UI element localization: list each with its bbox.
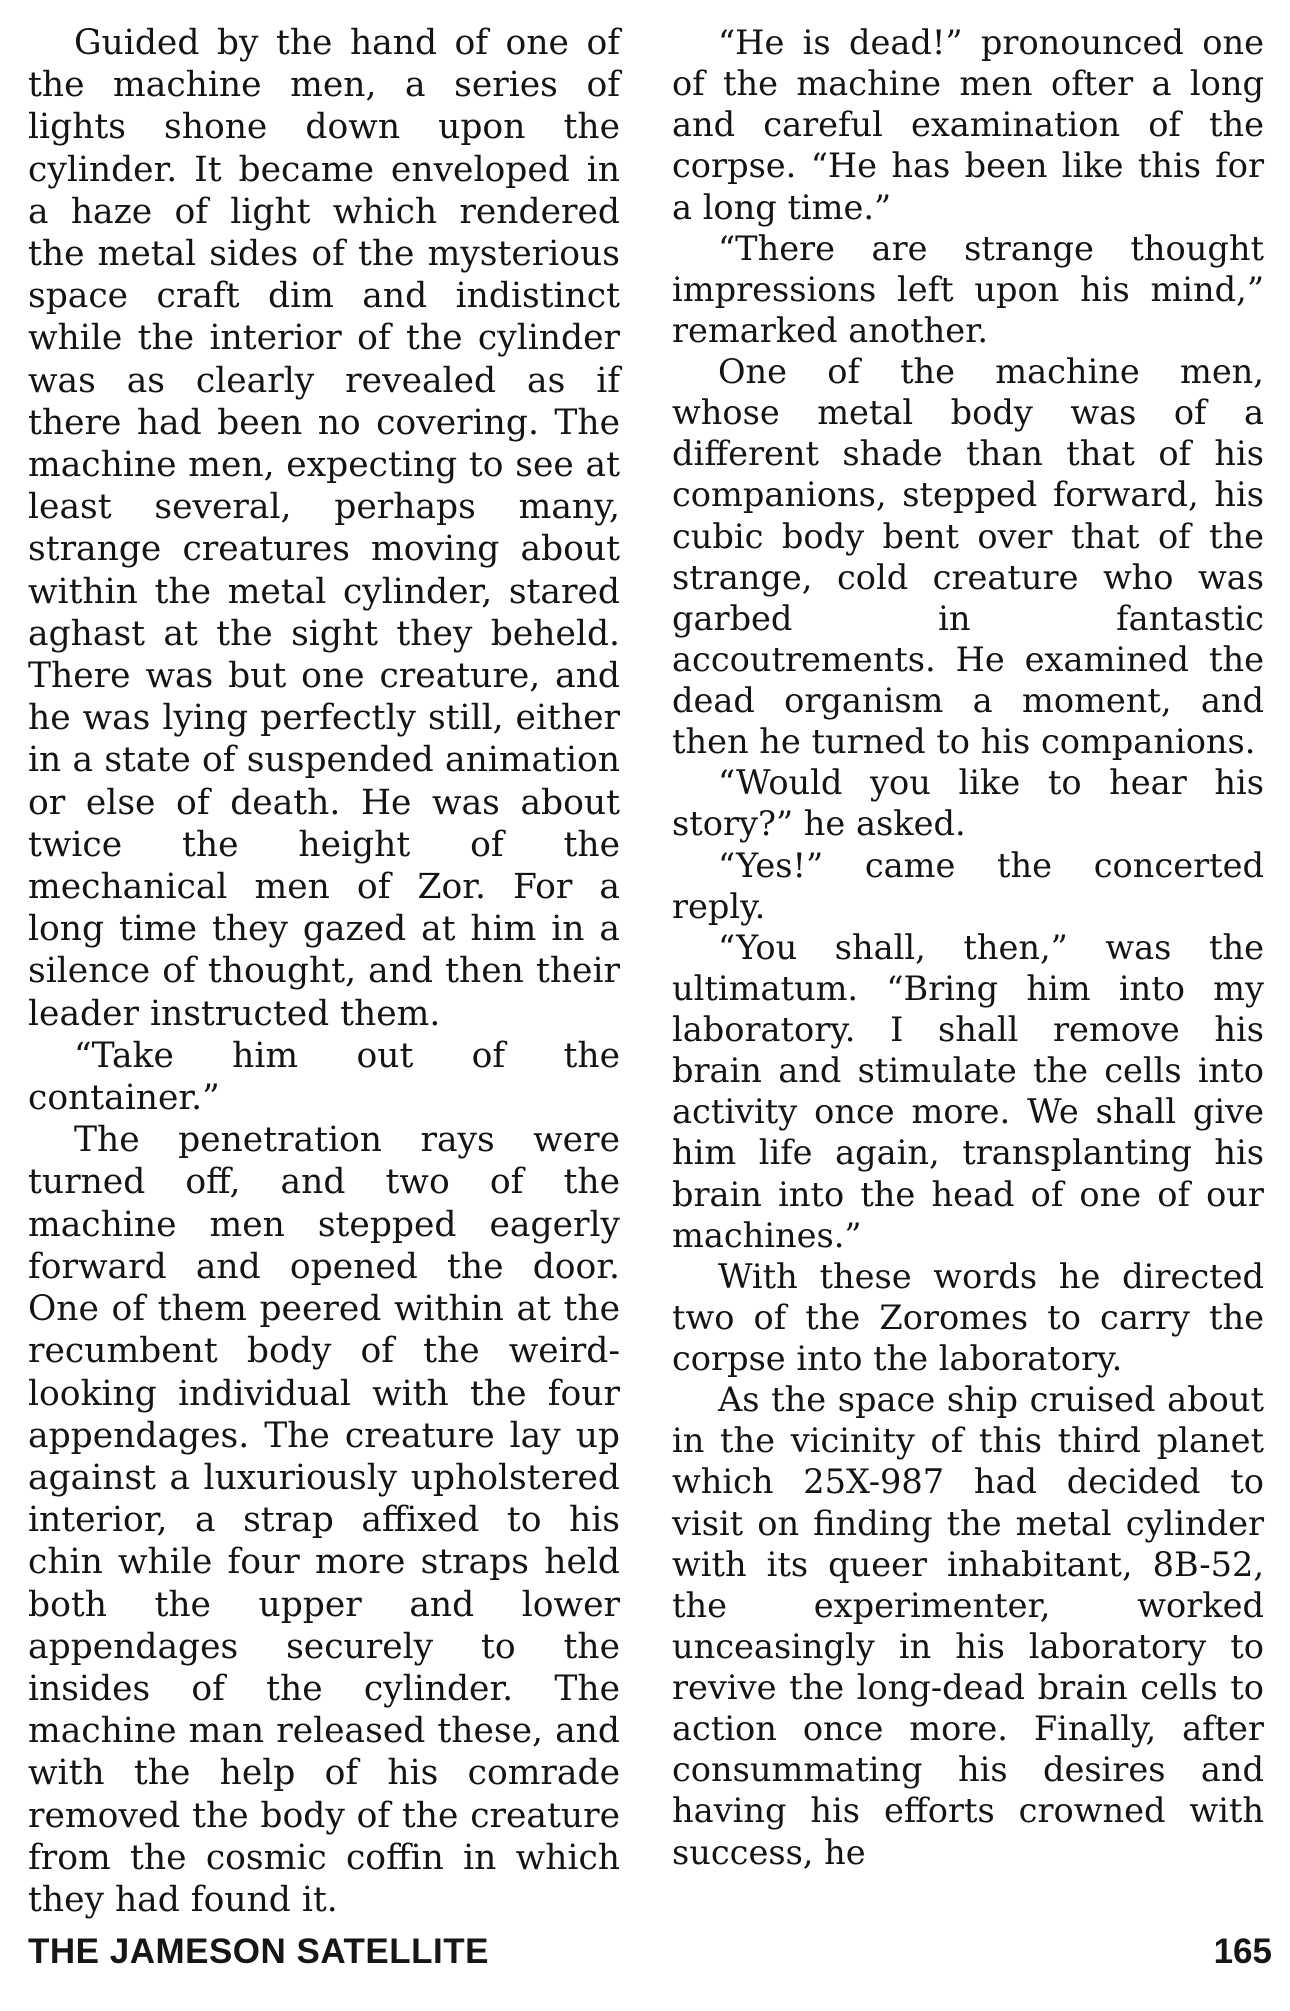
right-column — [672, 22, 1264, 1873]
paragraph: “Would you like to hear his story?” he asked. — [672, 763, 1264, 844]
paragraph: “You shall, then,” was the ultimatum. “Bring him into my laboratory. I shall remove his brain and stimulate the cells into activity once more. We shall give him life again, transplanting his brain into the head of one of our machines.” — [672, 927, 1264, 1255]
paragraph: With these words he directed two of the Zoromes to carry the corpse into the laboratory. — [672, 1256, 1264, 1378]
paragraph: “There are strange thought impressions left upon his mind,” remarked another. — [672, 228, 1264, 350]
page-footer — [28, 1932, 1272, 1982]
left-column — [28, 22, 620, 1921]
running-head: THE JAMESON SATELLITE — [28, 1932, 489, 1971]
paragraph: “He is dead!” pronounced one of the machine men ofter a long and careful examination of the corpse. “He has been like this for a long time.” — [672, 23, 1264, 227]
paragraph: As the space ship cruised about in the vicinity of this third planet which 25X-987 had decided to visit on finding the metal cylinder with its queer inhabitant, 8B-52, the experimenter, worked unceasingly in his laboratory to revive the long-dead brain cells to action once more. Finally, after consummating his desires and having his efforts crowned with success, he — [672, 1380, 1264, 1872]
paragraph: The penetration rays were turned off, and two of the machine men stepped eagerly forward and opened the door. One of them peered within at the recumbent body of the weird-looking individual with the four appendages. The creature lay up against a luxuriously upholstered interior, a strap affixed to his chin while four more straps held both the upper and lower appendages securely to the insides of the cylinder. The machine man released these, and with the help of his comrade removed the body of the creature from the cosmic coffin in which they had found it. — [28, 1120, 620, 1920]
paragraph: “Take him out of the container.” — [28, 1035, 620, 1119]
page-number: 165 — [1213, 1932, 1272, 1971]
paragraph: Guided by the hand of one of the machine men, a series of lights shone down upon the cylinder. It became enveloped in a haze of light which rendered the metal sides of the mysterious space craft dim and indistinct while the interior of the cylinder was as clearly revealed as if there had been no covering. The machine men, expecting to see at least several, perhaps many, strange creatures moving about within the metal cylinder, stared aghast at the sight they beheld. There was but one creature, and he was lying perfectly still, either in a state of suspended animation or else of death. He was about twice the height of the mechanical men of Zor. For a long time they gazed at him in a silence of thought, and then their leader instructed them. — [28, 23, 620, 1034]
paragraph: “Yes!” came the concerted reply. — [672, 845, 1264, 926]
paragraph: One of the machine men, whose metal body was of a different shade than that of his companions, stepped forward, his cubic body bent over that of the strange, cold creature who was garbed in fantastic accoutrements. He examined the dead organism a moment, and then he turned to his companions. — [672, 352, 1264, 762]
